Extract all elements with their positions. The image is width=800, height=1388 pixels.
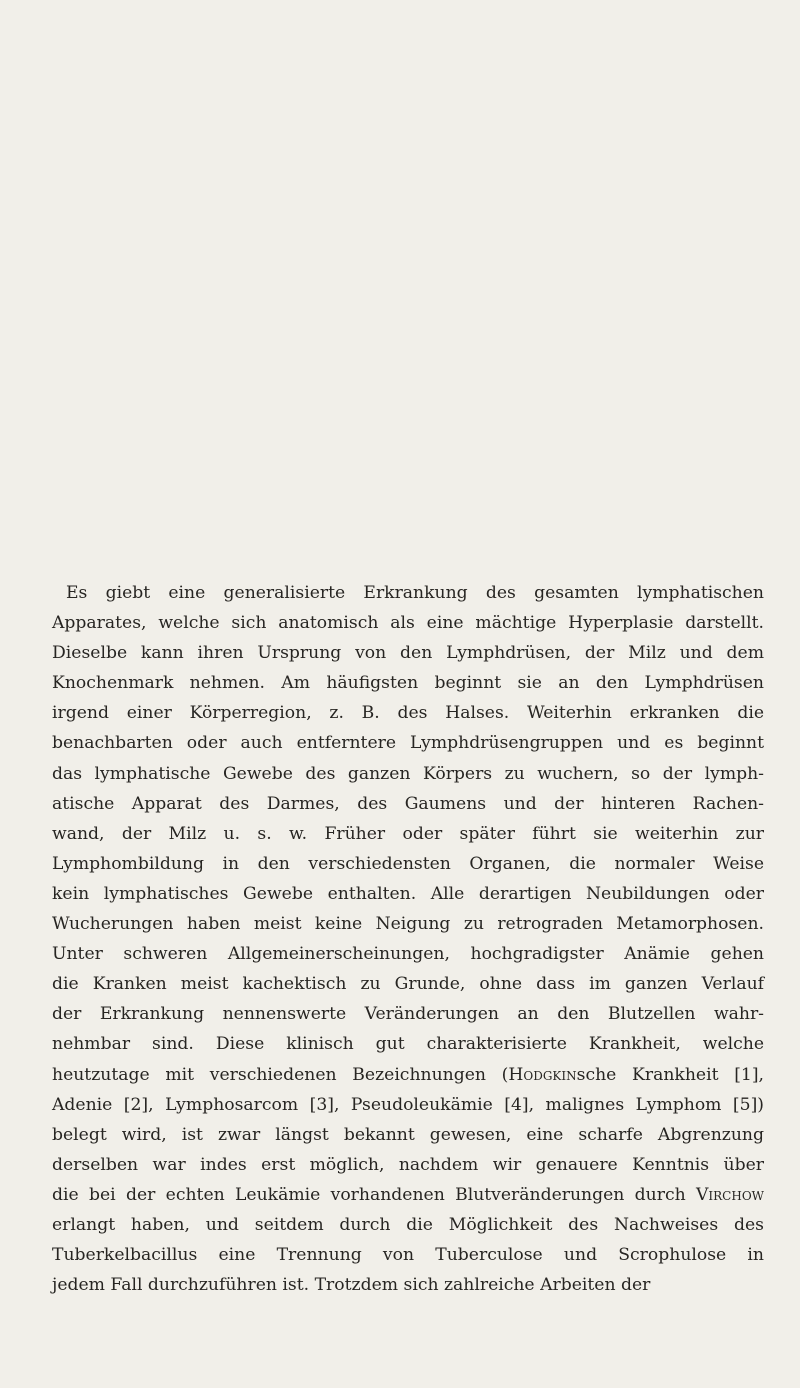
text-segment: heutzutage mit verschiedenen Bezeichnungen ( bbox=[52, 1064, 509, 1085]
text-line: erlangt haben, und seitdem durch die Möglichkeit des Nachweises des bbox=[52, 1214, 764, 1235]
text-line: Knochenmark nehmen. Am häufigsten beginnt sie an den Lymphdrüsen bbox=[52, 673, 764, 694]
author-name: Hodgkin bbox=[508, 1064, 577, 1085]
text-line bbox=[52, 1180, 764, 1210]
text-line: kein lymphatisches Gewebe enthalten. Alle derartigen Neubildungen oder bbox=[52, 883, 764, 904]
body-paragraph bbox=[52, 578, 764, 1300]
text-line: irgend einer Körperregion, z. B. des Halses. Weiterhin erkranken die bbox=[52, 703, 764, 724]
text-line: Apparates, welche sich anatomisch als eine mächtige Hyperplasie darstellt. bbox=[52, 613, 764, 634]
text-line: Adenie [2], Lymphosarcom [3], Pseudoleukämie [4], malignes Lymphom [5]) bbox=[52, 1094, 764, 1115]
text-line: der Erkrankung nennenswerte Veränderungen an den Blutzellen wahr- bbox=[52, 1004, 764, 1025]
text-line: wand, der Milz u. s. w. Früher oder später führt sie weiterhin zur bbox=[52, 823, 764, 844]
text-line: Dieselbe kann ihren Ursprung von den Lymphdrüsen, der Milz und dem bbox=[52, 643, 764, 664]
text-line: jedem Fall durchzuführen ist. Trotzdem sich zahlreiche Arbeiten der bbox=[52, 1275, 651, 1296]
text-line: nehmbar sind. Diese klinisch gut charakterisierte Krankheit, welche bbox=[52, 1034, 764, 1055]
text-line: derselben war indes erst möglich, nachdem wir genauere Kenntnis über bbox=[52, 1154, 764, 1175]
text-line: Unter schweren Allgemeinerscheinungen, hochgradigster Anämie gehen bbox=[52, 944, 764, 965]
text-line: benachbarten oder auch entferntere Lymphdrüsengruppen und es beginnt bbox=[52, 733, 764, 754]
author-name: Virchow bbox=[695, 1184, 764, 1205]
text-line: die Kranken meist kachektisch zu Grunde, ohne dass im ganzen Verlauf bbox=[52, 974, 764, 995]
text-segment: sche Krankheit [1], bbox=[576, 1064, 765, 1085]
text-line: das lymphatische Gewebe des ganzen Körpers zu wuchern, so der lymph- bbox=[52, 763, 764, 784]
text-line: atische Apparat des Darmes, des Gaumens und der hinteren Rachen- bbox=[52, 793, 764, 814]
text-line: Wucherungen haben meist keine Neigung zu retrograden Metamorphosen. bbox=[52, 914, 764, 935]
text-line bbox=[52, 1060, 764, 1090]
text-line: Lymphombildung in den verschiedensten Organen, die normaler Weise bbox=[52, 853, 764, 874]
text-line: Es giebt eine generalisierte Erkrankung des gesamten lymphatischen bbox=[66, 583, 764, 603]
text-segment: die bei der echten Leukämie vorhandenen Blutveränderungen durch bbox=[52, 1184, 696, 1205]
text-line: belegt wird, ist zwar längst bekannt gewesen, eine scharfe Abgrenzung bbox=[52, 1124, 764, 1145]
text-line: Tuberkelbacillus eine Trennung von Tuberculose und Scrophulose in bbox=[52, 1245, 764, 1266]
